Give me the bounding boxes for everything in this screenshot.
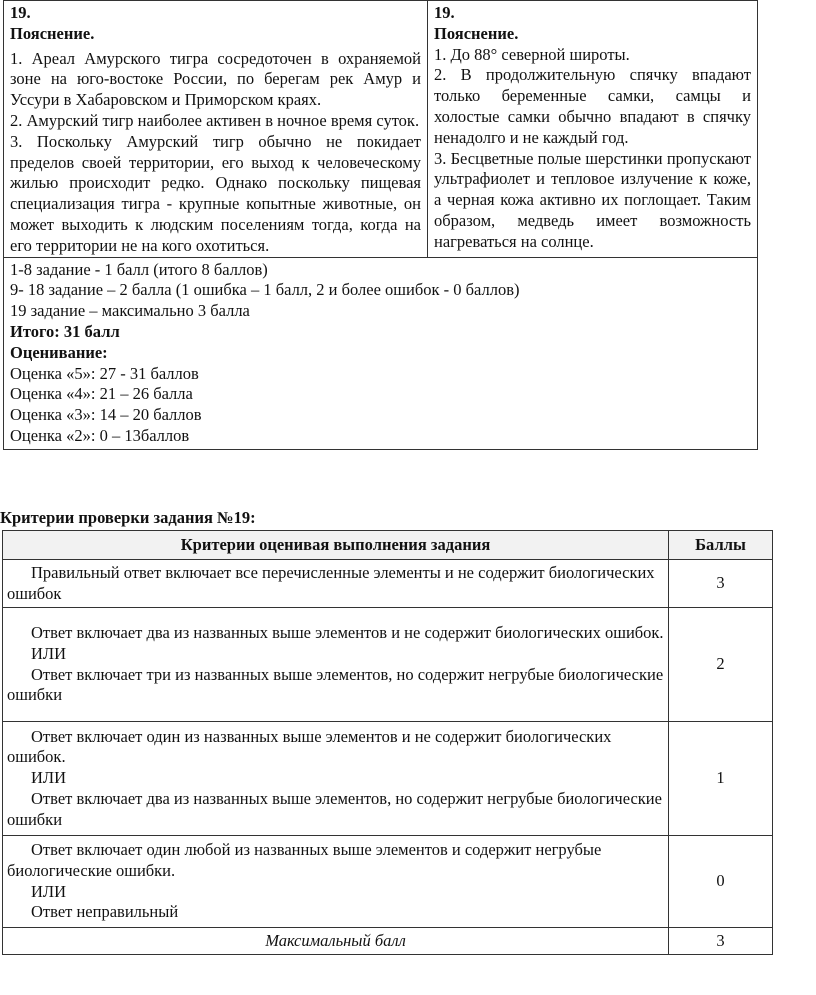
scoring-line: 19 задание – максимально 3 балла [10, 301, 250, 321]
table-row [3, 836, 773, 928]
explanation-title: Пояснение. [434, 23, 519, 43]
explanation-title: Пояснение. [10, 23, 95, 43]
criterion-text: Ответ неправильный [31, 902, 179, 922]
scoring-line: 9- 18 задание – 2 балла (1 ошибка – 1 балл, 2 и более ошибок - 0 баллов) [10, 280, 520, 300]
grading-title: Оценивание: [10, 342, 108, 362]
criteria-table [2, 530, 773, 955]
answer-left-cell [4, 1, 428, 258]
points: 1 [669, 722, 773, 836]
criterion-or: ИЛИ [31, 768, 67, 788]
points-header: Баллы [669, 531, 773, 560]
criterion-or: ИЛИ [31, 643, 67, 663]
scoring-cell [4, 257, 758, 449]
answers-table [3, 0, 758, 450]
answer-item: 2. В продолжительную спячку впадают только беременные самки, самцы и холостые самки обычно впадают в спячку ненадолго и не каждый год. [434, 65, 751, 147]
task-number: 19. [10, 3, 31, 22]
criterion-text: Ответ включает два из названных выше элементов и не содержит биологических ошибок. [31, 622, 664, 642]
points: 3 [669, 560, 773, 608]
table-row [3, 560, 773, 608]
answer-item: 3. Бесцветные полые шерстинки пропускают ультрафиолет и тепловое излучение к коже, а черная кожа активно их поглощает. Таким образом, медведь имеет возможность нагреваться на солнце. [434, 148, 751, 251]
answer-right-cell [428, 1, 758, 258]
answer-item: 1. До 88° северной широты. [434, 44, 630, 64]
total: Итого: 31 балл [10, 321, 120, 341]
task-number: 19. [434, 3, 455, 22]
criterion-or: ИЛИ [31, 881, 67, 901]
scoring-line: 1-8 задание - 1 балл (итого 8 баллов) [10, 259, 268, 279]
table-row [3, 608, 773, 722]
points: 2 [669, 608, 773, 722]
grade-line: Оценка «4»: 21 – 26 балла [10, 384, 193, 404]
points: 0 [669, 836, 773, 928]
criterion-text: Ответ включает один любой из названных выше элементов и содержит негрубые биологические ошибки. [7, 839, 602, 880]
answer-item: 2. Амурский тигр наиболее активен в ночное время суток. [10, 110, 420, 130]
criteria-header: Критерии оценивая выполнения задания [3, 531, 669, 560]
criteria-caption: Критерии проверки задания №19: [0, 508, 256, 527]
criterion-text: Ответ включает два из названных выше элементов, но содержит негрубые биологические ошибки [7, 788, 662, 829]
max-points: 3 [669, 928, 773, 955]
table-row [3, 722, 773, 836]
grade-line: Оценка «5»: 27 - 31 баллов [10, 363, 199, 383]
criterion-text: Ответ включает один из названных выше элементов и не содержит биологических ошибок. [7, 726, 612, 767]
grade-line: Оценка «2»: 0 – 13баллов [10, 425, 190, 445]
grade-line: Оценка «3»: 14 – 20 баллов [10, 405, 202, 425]
answer-item: 3. Поскольку Амурский тигр обычно не покидает пределов своей территории, его выход к человеческому жилью происходит редко. Однако поскольку пищевая специализация тигра - крупные копытные животные, он может выходить к людским поселениям тогда, когда на его территории не на кого охотиться. [10, 131, 421, 255]
criterion-text: Правильный ответ включает все перечисленные элементы и не содержит биологических ошибок [7, 562, 655, 603]
table-row [3, 928, 773, 955]
answer-item: 1. Ареал Амурского тигра сосредоточен в охраняемой зоне на юго-востоке России, по берегам рек Амур и Уссури в Хабаровском и Приморском краях. [10, 48, 421, 110]
max-label: Максимальный балл [3, 928, 669, 955]
criterion-text: Ответ включает три из названных выше элементов, но содержит негрубые биологические ошибки [7, 664, 664, 705]
